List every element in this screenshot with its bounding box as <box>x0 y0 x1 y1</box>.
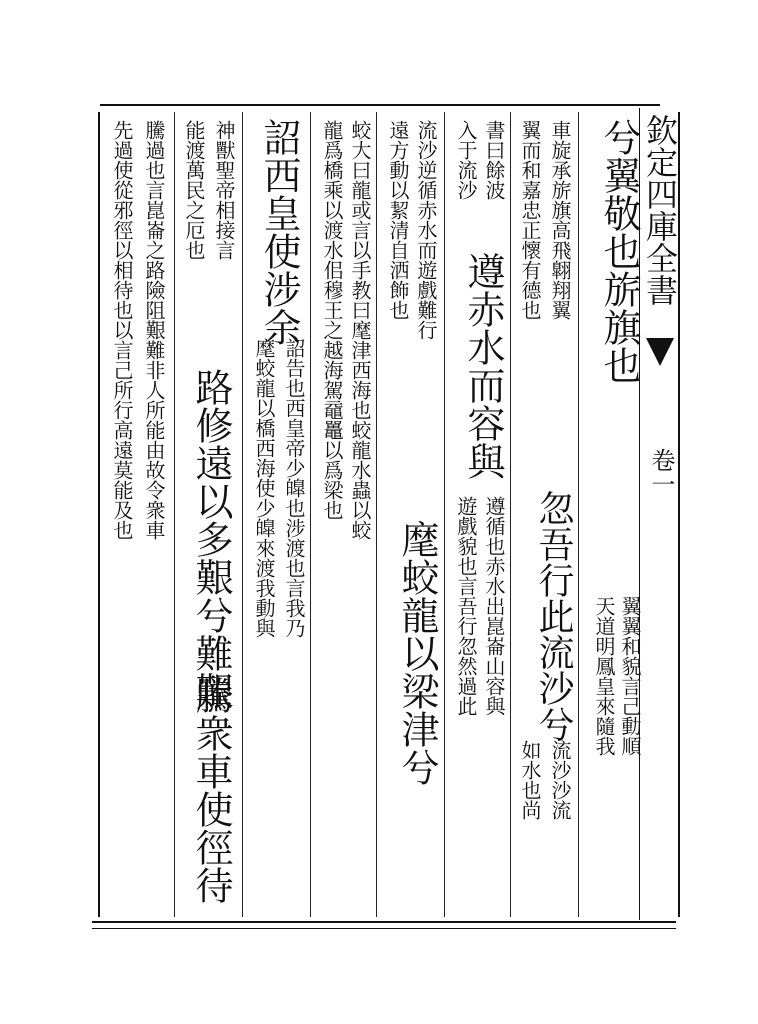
text-column: 麾蛟龍以梁津兮 <box>395 520 439 786</box>
column-divider <box>578 112 579 917</box>
fishtail-mark <box>646 338 674 366</box>
column-divider <box>510 112 511 917</box>
annotation-column: 翼翼和貌言己動順 <box>618 596 642 756</box>
text-column: 騰衆車使徑待 <box>189 676 233 904</box>
annotation-column: 詔告也西皇帝少皥也涉渡也言我乃 <box>282 338 306 638</box>
annotation-column: 蛟大曰龍或言以手教曰麾津西海也蛟龍水蟲以蛟 <box>348 120 372 540</box>
text-column: 詔西皇使涉余 <box>257 118 301 346</box>
juan-label: 卷一 <box>647 448 675 496</box>
text-column: 遵赤水而容與 <box>461 252 505 480</box>
annotation-column: 如水也尚 <box>518 740 542 820</box>
text-column: 兮翼敬也旂旗也 <box>597 118 641 384</box>
annotation-column: 流沙逆循赤水而遊戲難行 <box>414 120 438 340</box>
annotation-column: 車旋承旂旗高飛翺翔翼 <box>548 120 572 320</box>
annotation-column: 入于流沙 <box>454 120 478 200</box>
annotation-column: 能渡萬民之厄也 <box>182 120 206 260</box>
annotation-column: 遠方動以絜清自洒飾也 <box>386 120 410 320</box>
margin-strip <box>639 108 679 920</box>
column-divider <box>376 112 377 917</box>
top-rule <box>100 104 660 106</box>
annotation-column: 先過使從邪徑以相待也以言己所行高遠莫能及也 <box>110 120 134 540</box>
annotation-column: 龍爲橋乘以渡水佀穆王之越海駕黿鼉以爲梁也 <box>320 120 344 520</box>
annotation-column: 翼而和嘉忠正懷有德也 <box>518 120 542 320</box>
column-divider <box>174 112 175 917</box>
annotation-column: 遵循也赤水出崑崙山容與 <box>482 496 506 716</box>
annotation-column: 麾蛟龍以橋西海使少皥來渡我動與 <box>252 338 276 638</box>
text-column: 路修遠以多艱兮難艱 <box>189 368 233 710</box>
column-divider <box>310 112 311 917</box>
annotation-column: 神獸聖帝相接言 <box>212 120 236 260</box>
annotation-column: 流沙沙流 <box>548 740 572 820</box>
annotation-column: 天道明鳳皇來隨我 <box>592 596 616 756</box>
annotation-column: 書曰餘波 <box>482 120 506 200</box>
column-divider <box>242 112 243 917</box>
bottom-rule-thin <box>92 928 676 929</box>
annotation-column: 騰過也言崑崙之路險阻艱難非人所能由故令衆車 <box>142 120 166 540</box>
text-column: 忽吾行此流沙兮 <box>533 490 574 742</box>
book-title: 欽定四庫全書 <box>641 114 679 306</box>
column-divider <box>444 112 445 917</box>
annotation-column: 遊戲貌也言吾行忽然過此 <box>454 496 478 716</box>
bottom-rule <box>92 921 676 923</box>
